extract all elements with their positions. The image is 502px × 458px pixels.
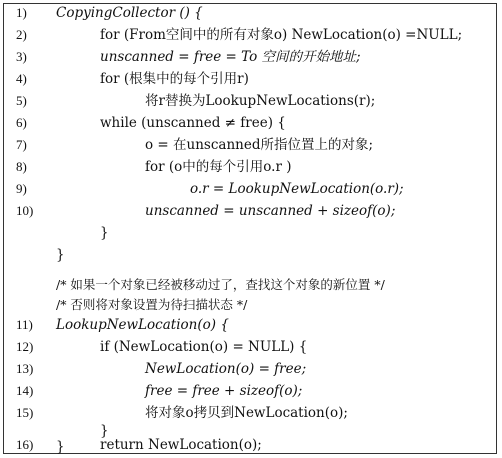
line-number: 12) bbox=[16, 339, 34, 354]
code-line: if (NewLocation(o) = NULL) { bbox=[100, 339, 308, 355]
code-line: NewLocation(o) = free; bbox=[145, 361, 307, 377]
code-line: for (根集中的每个引用r) bbox=[100, 71, 249, 87]
line-number: 6) bbox=[16, 115, 27, 130]
line-number: 15) bbox=[16, 405, 34, 420]
line-number: 10) bbox=[16, 203, 34, 218]
code-line: } bbox=[56, 247, 65, 263]
code-line: for (o中的每个引用o.r ) bbox=[145, 159, 292, 175]
code-line: unscanned = unscanned + sizeof(o); bbox=[145, 203, 396, 219]
code-line: } bbox=[100, 225, 109, 241]
line-number: 13) bbox=[16, 361, 34, 376]
code-line: free = free + sizeof(o); bbox=[145, 383, 303, 399]
code-line: o.r = LookupNewLocation(o.r); bbox=[190, 181, 404, 197]
line-number: 9) bbox=[16, 181, 27, 196]
line-number: 2) bbox=[16, 27, 27, 42]
code-line: o = 在unscanned所指位置上的对象; bbox=[145, 137, 374, 153]
code-comment: /* 否则将对象设置为待扫描状态 */ bbox=[56, 297, 248, 312]
line-number: 3) bbox=[16, 49, 27, 64]
code-line: } bbox=[100, 423, 109, 439]
code-line: 将对象o拷贝到NewLocation(o); bbox=[145, 405, 348, 421]
line-number: 4) bbox=[16, 71, 27, 86]
code-comment: /* 如果一个对象已经被移动过了，查找这个对象的新位置 */ bbox=[56, 277, 385, 292]
code-line: LookupNewLocation(o) { bbox=[56, 317, 229, 333]
code-line: for (From空间中的所有对象o) NewLocation(o) =NULL; bbox=[100, 27, 463, 43]
code-line: return NewLocation(o); bbox=[100, 437, 262, 453]
line-number: 16) bbox=[16, 437, 34, 452]
line-number: 5) bbox=[16, 93, 27, 108]
line-number: 1) bbox=[16, 5, 27, 20]
code-line: unscanned = free = To 空间的开始地址; bbox=[100, 49, 361, 65]
line-number: 7) bbox=[16, 137, 27, 152]
line-number: 8) bbox=[16, 159, 27, 174]
code-line: CopyingCollector () { bbox=[56, 5, 203, 21]
code-line: while (unscanned ≠ free) { bbox=[100, 115, 286, 131]
code-line: 将r替换为LookupNewLocations(r); bbox=[145, 93, 376, 109]
line-number: 11) bbox=[16, 317, 33, 332]
code-line: } bbox=[56, 439, 65, 455]
line-number: 14) bbox=[16, 383, 34, 398]
